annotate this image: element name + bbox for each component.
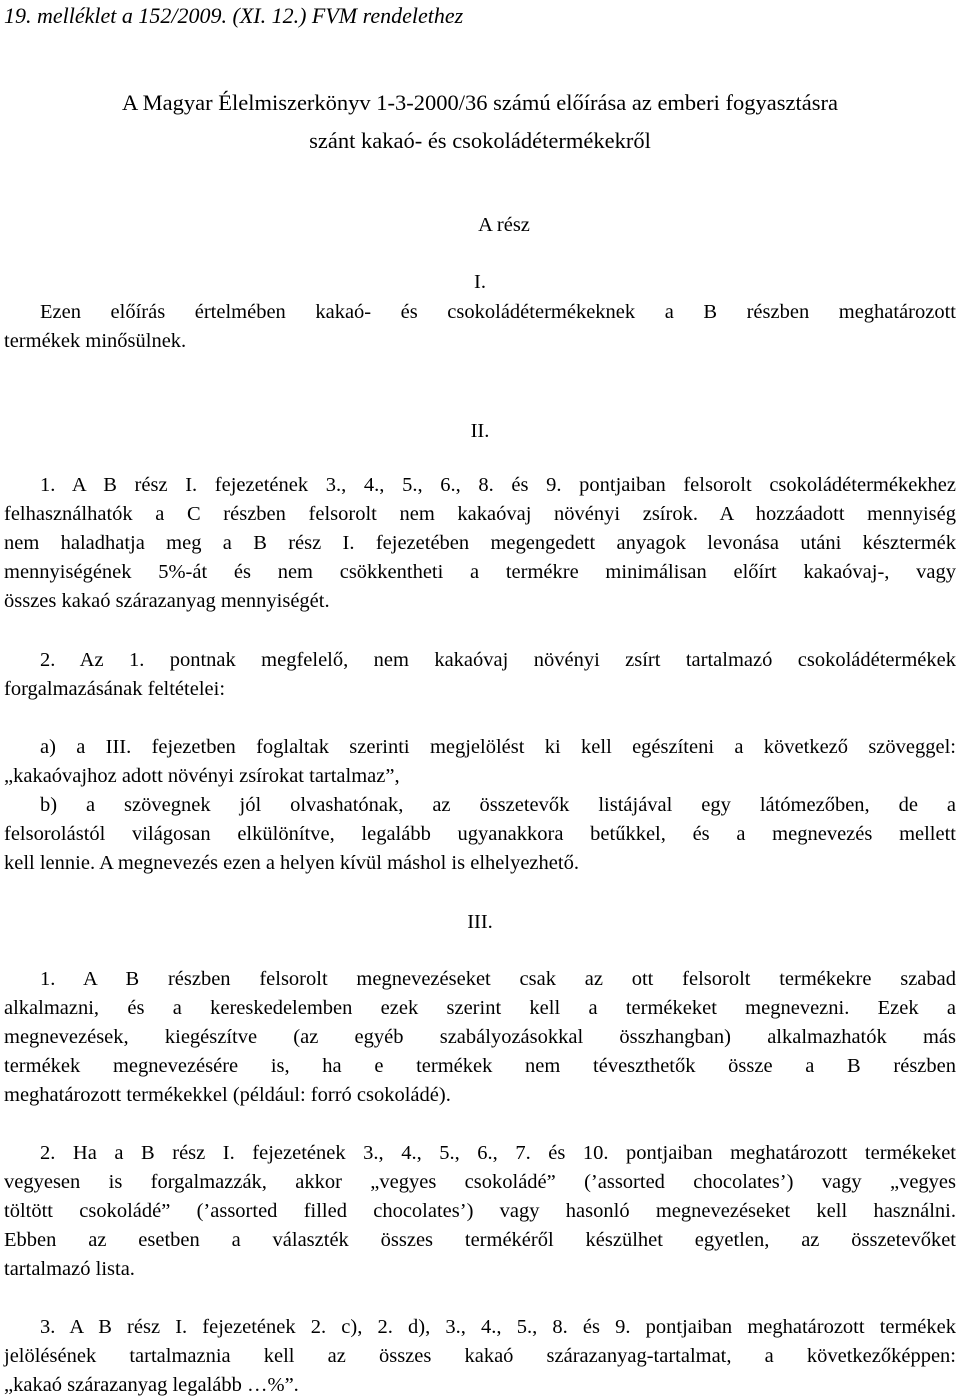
- section-ii-item-a: [4, 733, 956, 791]
- section-ii-paragraph-2: [4, 646, 956, 704]
- text-line: mennyiségének 5%-át és nem csökkentheti a termékre minimálisan előírt kakaóvaj-, vagy: [4, 561, 956, 583]
- text-line: 1. A B rész I. fejezetének 3., 4., 5., 6., 8. és 9. pontjaiban felsorolt csokoládétermékekhez: [40, 474, 956, 496]
- text-line: „kakaóvajhoz adott növényi zsírokat tartalmaz”,: [4, 765, 400, 787]
- annex-reference: 19. melléklet a 152/2009. (XI. 12.) FVM rendelethez: [4, 3, 464, 28]
- section-ii-paragraph-1: [4, 471, 956, 616]
- text-line: töltött csokoládé” (’assorted filled chocolates’) vagy hasonló megnevezéseket kell használni.: [4, 1200, 956, 1222]
- section-iii-paragraph-1: [4, 965, 956, 1110]
- text-line: alkalmazni, és a kereskedelemben ezek szerint kell a termékeket megnevezni. Ezek a: [4, 997, 956, 1019]
- text-line: a) a III. fejezetben foglaltak szerinti megjelölést ki kell egészíteni a következő szöveggel:: [40, 736, 956, 758]
- section-iii-numeral: III.: [467, 911, 493, 933]
- text-line: tartalmazó lista.: [4, 1258, 135, 1280]
- text-line: felsorolástól világosan elkülönítve, legalább ugyanakkora betűkkel, és a megnevezés mellett: [4, 823, 956, 845]
- text-line: Ebben az esetben a választék összes termékéről készülhet egyetlen, az összetevőket: [4, 1229, 956, 1251]
- text-line: nem haladhatja meg a B rész I. fejezetében megengedett anyagok levonása utáni késztermék: [4, 532, 956, 554]
- text-line: 2. Ha a B rész I. fejezetének 3., 4., 5., 6., 7. és 10. pontjaiban meghatározott termékeket: [40, 1142, 956, 1164]
- text-line: 2. Az 1. pontnak megfelelő, nem kakaóvaj növényi zsírt tartalmazó csokoládétermékek: [40, 649, 956, 671]
- text-line: forgalmazásának feltételei:: [4, 678, 226, 700]
- text-line: összes kakaó szárazanyag mennyiségét.: [4, 590, 330, 612]
- text-line: megnevezések, kiegészítve (az egyéb szabályozásokkal összhangban) alkalmazhatók más: [4, 1026, 956, 1048]
- text-line: felhasználhatók a C részben felsorolt nem kakaóvaj növényi zsírok. A hozzáadott mennyiség: [4, 503, 956, 525]
- text-line: b) a szövegnek jól olvashatónak, az összetevők listájával egy látómezőben, de a: [40, 794, 956, 816]
- section-ii-item-b: [4, 791, 956, 878]
- text-line: kell lennie. A megnevezés ezen a helyen kívül máshol is elhelyezhető.: [4, 852, 579, 874]
- text-line: jelölésének tartalmaznia kell az összes kakaó szárazanyag-tartalmat, a következőképpen:: [4, 1345, 956, 1367]
- section-i-numeral: I.: [474, 271, 486, 293]
- document-title-line-2: szánt kakaó- és csokoládétermékekről: [309, 128, 651, 153]
- section-i-text: [4, 298, 956, 356]
- text-line: 1. A B részben felsorolt megnevezéseket csak az ott felsorolt termékekre szabad: [40, 968, 956, 990]
- text-line: meghatározott termékekkel (például: forró csokoládé).: [4, 1084, 451, 1106]
- section-ii-numeral: II.: [470, 420, 490, 442]
- part-a-heading: A rész: [478, 214, 530, 236]
- text-line: termékek minősülnek.: [4, 330, 187, 352]
- text-line: „kakaó szárazanyag legalább …%”.: [4, 1374, 299, 1396]
- section-iii-paragraph-3: [4, 1313, 956, 1400]
- text-line: 3. A B rész I. fejezetének 2. c), 2. d), 3., 4., 5., 8. és 9. pontjaiban meghatározott termékek: [40, 1316, 956, 1338]
- text-line: Ezen előírás értelmében kakaó- és csokoládétermékeknek a B részben meghatározott: [40, 301, 956, 323]
- document-title-line-1: A Magyar Élelmiszerkönyv 1-3-2000/36 számú előírása az emberi fogyasztásra: [121, 90, 838, 115]
- section-iii-paragraph-2: [4, 1139, 956, 1284]
- text-line: termékek megnevezésére is, ha e termékek nem téveszthetők össze a B részben: [4, 1055, 956, 1077]
- text-line: vegyesen is forgalmazzák, akkor „vegyes csokoládé” (’assorted chocolates’) vagy „vegyes: [4, 1171, 956, 1193]
